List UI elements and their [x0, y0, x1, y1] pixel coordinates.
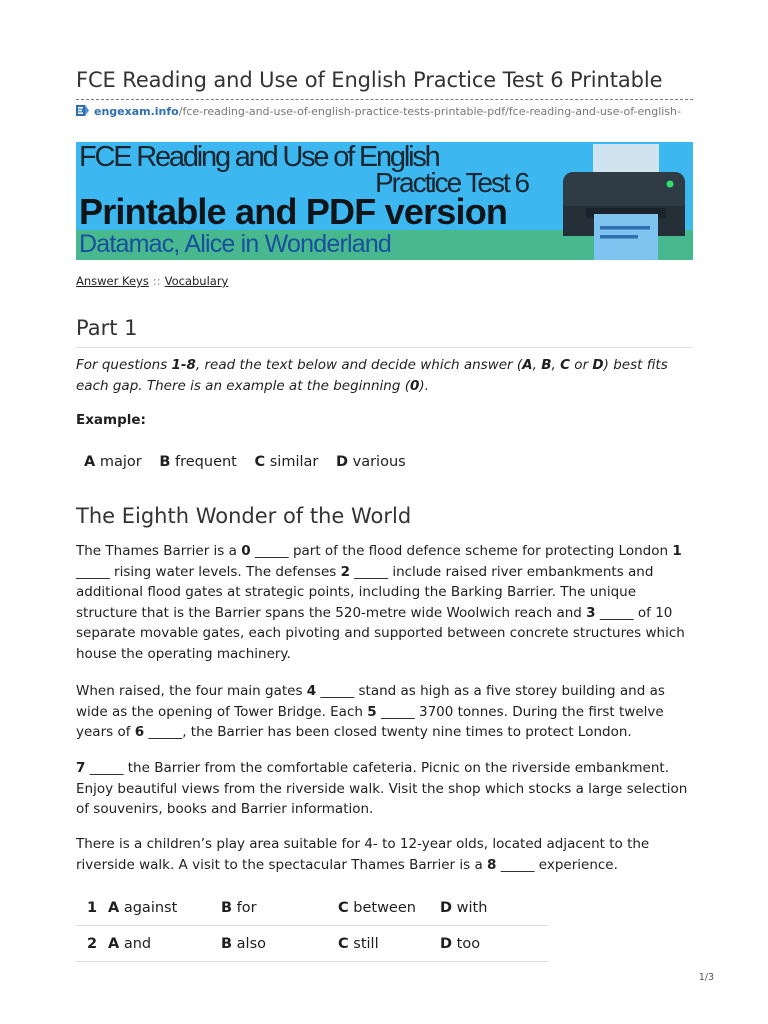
- example-option: B frequent: [159, 454, 237, 470]
- banner-line-2: Practice Test 6: [375, 167, 529, 198]
- engexam-logo-icon: [76, 105, 89, 116]
- example-options: [84, 454, 419, 470]
- source-path[interactable]: /fce-reading-and-use-of-english-practice-tests-printable-pdf/fce-reading-and-use-of-english-: [178, 105, 682, 118]
- part-divider: [76, 347, 693, 348]
- banner-line-3: Printable and PDF version: [79, 191, 508, 232]
- source-url[interactable]: [76, 105, 693, 121]
- option-c: C still: [338, 926, 440, 962]
- option-a: A and: [108, 926, 221, 962]
- option-a: A against: [108, 890, 221, 926]
- option-c: C between: [338, 890, 440, 926]
- option-b: B for: [221, 890, 338, 926]
- instructions: For questions 1-8, read the text below and decide which answer (A, B, C or D) best fits each gap. There is an example at the beginning (0).: [76, 357, 668, 394]
- category-links: [76, 274, 228, 288]
- story-title: The Eighth Wonder of the World: [76, 504, 412, 528]
- banner-line-4: Datamac, Alice in Wonderland: [79, 230, 392, 258]
- example-option: D various: [335, 454, 406, 470]
- paragraph-1: The Thames Barrier is a 0 _____ part of the flood defence scheme for protecting London 1 _____ rising water levels. The defenses 2 _____ include raised river embankments and additional flood gates at strategic points, including the Barking Barrier. The unique structure that is the Barrier spans the 520-metre wide Woolwich reach and 3 _____ of 10 separate movable gates, each pivoting and supported between concrete structures which house the operating machinery.: [76, 543, 685, 662]
- option-d: D with: [440, 890, 548, 926]
- title-divider: [76, 99, 693, 100]
- option-d: D too: [440, 926, 548, 962]
- part-heading: Part 1: [76, 316, 138, 340]
- paragraph-2: When raised, the four main gates 4 _____ stand as high as a five storey building and as wide as the opening of Tower Bridge. Each 5 _____ 3700 tonnes. During the first twelve years of 6 _____, the Barrier has been closed twenty nine times to protect London.: [76, 683, 665, 740]
- banner-image: [76, 142, 693, 260]
- source-domain[interactable]: engexam.info: [94, 105, 179, 118]
- answer-keys-link[interactable]: Answer Keys: [76, 274, 149, 288]
- paragraph-4: There is a children’s play area suitable for 4- to 12-year olds, located adjacent to the riverside walk. A visit to the spectacular Thames Barrier is a 8 _____ experience.: [76, 836, 650, 873]
- question-number: 1: [76, 890, 108, 926]
- banner-line-1: FCE Reading and Use of English: [79, 142, 439, 173]
- option-b: B also: [221, 926, 338, 962]
- page-number: 1/3: [698, 972, 714, 983]
- vocabulary-link[interactable]: Vocabulary: [164, 274, 229, 288]
- page-title: FCE Reading and Use of English Practice Test 6 Printable: [76, 68, 663, 92]
- table-row: [76, 890, 548, 926]
- printer-icon: [560, 142, 690, 260]
- example-option: C similar: [254, 454, 319, 470]
- answer-options-table: [76, 890, 548, 962]
- question-number: 2: [76, 926, 108, 962]
- example-option: A major: [84, 454, 142, 470]
- link-separator: ::: [152, 274, 161, 288]
- example-label: Example:: [76, 412, 146, 428]
- table-row: [76, 926, 548, 962]
- paragraph-3: 7 _____ the Barrier from the comfortable cafeteria. Picnic on the riverside embankment. Enjoy beautiful views from the riverside walk. Visit the shop which stocks a large selection of souvenirs, books and Barrier information.: [76, 760, 688, 817]
